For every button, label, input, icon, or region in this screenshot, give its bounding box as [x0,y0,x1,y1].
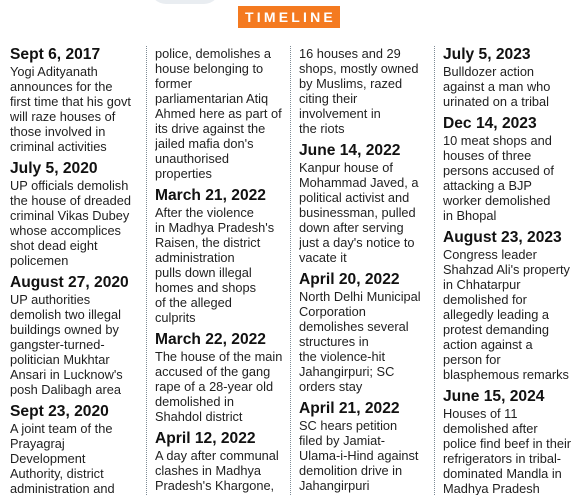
entry-text-line: Prayagraj [10,436,65,451]
entry-text-line: in Chhatarpur [443,277,521,292]
entry-date: Dec 14, 2023 [443,115,537,132]
entry-text-line: parliamentarian Atiq [155,91,269,106]
entry-text-line: clashes in Madhya [155,463,261,478]
entry-text-line: UP officials demolish [10,178,129,193]
entry-text-line: vacate it [299,250,347,265]
entry-text-line: involvement in [299,106,381,121]
entry-text-line: rape of a 28-year old [155,379,274,394]
entry-text-line: SC hears petition [299,418,398,433]
entry-description [155,46,286,181]
entry-date: August 23, 2023 [443,229,562,246]
entry-description [443,133,574,223]
timeline-entry [10,46,141,154]
entry-text-line: just a day's notice to [299,235,415,250]
entry-text-line: Raisen, the district [155,235,261,250]
entry-text-line: shot dead eight [10,238,98,253]
entry-text-line: houses of three [443,148,532,163]
entry-text-line: will raze houses of [10,109,116,124]
entry-text-line: the violence-hit [299,349,386,364]
timeline-entry [10,403,141,495]
timeline-column-4 [443,46,574,495]
entry-text-line: Authority, district [10,466,104,481]
entry-date: June 14, 2022 [299,142,401,159]
entry-text-line: Development [10,451,86,466]
entry-text-line: those involved in [10,124,106,139]
timeline-grid [0,46,583,495]
timeline-entry [443,229,574,382]
entry-text-line: filed by Jamiat- [299,433,386,448]
entry-date: Sept 23, 2020 [10,403,109,420]
timeline-entry [299,400,429,493]
entry-text-line: culprits [155,310,196,325]
entry-date: July 5, 2023 [443,46,531,63]
timeline-entry [155,331,286,424]
entry-date: Sept 6, 2017 [10,46,101,63]
entry-text-line: A day after communal [155,448,279,463]
entry-text-line: 10 meat shops and [443,133,552,148]
entry-description [10,421,141,495]
entry-description [443,247,574,382]
entry-text-line: accused of the gang [155,364,271,379]
entry-text-line: Mohammad Javed, a [299,175,419,190]
entry-text-line: Jahangirpuri; SC [299,364,395,379]
entry-text-line: demolished after [443,421,538,436]
entry-text-line: Shahdol district [155,409,243,424]
entry-text-line: After the violence [155,205,254,220]
entry-text-line: Congress leader [443,247,537,262]
entry-text-line: the riots [299,121,345,136]
entry-text-line: demolished in [155,394,234,409]
timeline-title: TIMELINE [245,9,336,25]
timeline-entry [155,187,286,325]
entry-text-line: persons accused of [443,163,554,178]
timeline-entry [443,115,574,223]
entry-description [299,418,429,493]
entry-text-line: Houses of 11 [443,406,518,421]
entry-text-line: Bulldozer action [443,64,535,79]
entry-text-line: protest demanding [443,322,549,337]
entry-text-line: Ulama-i-Hind against [299,448,419,463]
entry-text-line: structures in [299,334,369,349]
entry-text-line: demolished for [443,292,527,307]
entry-text-line: administration and [10,481,115,495]
entry-date: March 22, 2022 [155,331,266,348]
entry-text-line: pulls down illegal [155,265,252,280]
entry-text-line: whose accomplices [10,223,121,238]
entry-text-line: of the alleged [155,295,232,310]
timeline-column-1 [10,46,141,495]
entry-text-line: North Delhi Municipal [299,289,421,304]
entry-date: March 21, 2022 [155,187,266,204]
entry-text-line: Ahmed here as part of [155,106,282,121]
entry-text-line: demolishes several [299,319,409,334]
entry-description [10,292,141,397]
timeline-entry [155,430,286,493]
timeline-entry [299,142,429,265]
entry-text-line: action against a [443,337,533,352]
entry-text-line: first time that his govt [10,94,131,109]
entry-text-line: politician Mukhtar [10,352,110,367]
entry-text-line: dominated Mandla in [443,466,562,481]
entry-description [299,289,429,394]
timeline-column-3 [299,46,429,495]
entry-text-line: person for [443,352,501,367]
entry-date: April 21, 2022 [299,400,400,417]
entry-text-line: Madhya Pradesh [443,481,540,495]
entry-text-line: demolition drive in [299,463,403,478]
entry-text-line: allegedly leading a [443,307,550,322]
entry-text-line: refrigerators in tribal- [443,451,562,466]
entry-text-line: administration [155,250,235,265]
entry-text-line: house belonging to [155,61,264,76]
entry-text-line: demolish two illegal [10,307,121,322]
entry-text-line: homes and shops [155,280,257,295]
entry-description [155,448,286,493]
entry-text-line: A joint team of the [10,421,113,436]
entry-text-line: police, demolishes a [155,46,271,61]
entry-description [443,64,574,109]
entry-text-line: Kanpur house of [299,160,393,175]
timeline-entry [443,46,574,109]
timeline-entry [10,274,141,397]
timeline-entry-continued [299,46,429,136]
entry-text-line: by Muslims, razed [299,76,403,91]
entry-text-line: UP authorities [10,292,91,307]
entry-text-line: Corporation [299,304,366,319]
timeline-banner [238,6,340,28]
entry-text-line: gangster-turned- [10,337,105,352]
entry-text-line: Pradesh's Khargone, [155,478,275,493]
entry-text-line: Ansari in Lucknow's [10,367,123,382]
entry-text-line: former [155,76,192,91]
entry-date: April 12, 2022 [155,430,256,447]
entry-text-line: jailed mafia don's [155,136,254,151]
entry-text-line: Yogi Adityanath [10,64,98,79]
entry-text-line: against a man who [443,79,551,94]
entry-text-line: posh Dalibagh area [10,382,121,397]
entry-text-line: policemen [10,253,69,268]
entry-description [155,349,286,424]
entry-description [10,178,141,268]
entry-text-line: its drive against the [155,121,266,136]
entry-text-line: police find beef in their [443,436,572,451]
entry-text-line: announces for the [10,79,113,94]
timeline-entry [10,160,141,268]
entry-text-line: orders stay [299,379,363,394]
entry-description [299,160,429,265]
entry-text-line: The house of the main [155,349,283,364]
entry-text-line: citing their [299,91,358,106]
entry-text-line: attacking a BJP [443,178,532,193]
entry-text-line: shops, mostly owned [299,61,419,76]
entry-text-line: political activist and [299,190,410,205]
entry-description [10,64,141,154]
entry-date: April 20, 2022 [299,271,400,288]
entry-text-line: businessman, pulled [299,205,416,220]
timeline-column-2 [155,46,286,495]
entry-text-line: properties [155,166,212,181]
timeline-entry-continued [155,46,286,181]
entry-date: July 5, 2020 [10,160,98,177]
entry-text-line: criminal Vikas Dubey [10,208,130,223]
entry-date: August 27, 2020 [10,274,129,291]
entry-description [299,46,429,136]
entry-text-line: in Bhopal [443,208,497,223]
entry-text-line: unauthorised [155,151,229,166]
entry-text-line: criminal activities [10,139,107,154]
entry-text-line: Jahangirpuri [299,478,370,493]
entry-description [155,205,286,325]
entry-text-line: urinated on a tribal [443,94,549,109]
decorative-top-shape [150,0,220,4]
entry-text-line: in Madhya Pradesh's [155,220,275,235]
timeline-entry [299,271,429,394]
timeline-entry [443,388,574,495]
entry-date: June 15, 2024 [443,388,545,405]
entry-text-line: the house of dreaded [10,193,131,208]
entry-description [443,406,574,495]
entry-text-line: blasphemous remarks [443,367,569,382]
entry-text-line: worker demolished [443,193,551,208]
entry-text-line: buildings owned by [10,322,119,337]
entry-text-line: Shahzad Ali's property [443,262,570,277]
entry-text-line: down after serving [299,220,404,235]
entry-text-line: 16 houses and 29 [299,46,401,61]
